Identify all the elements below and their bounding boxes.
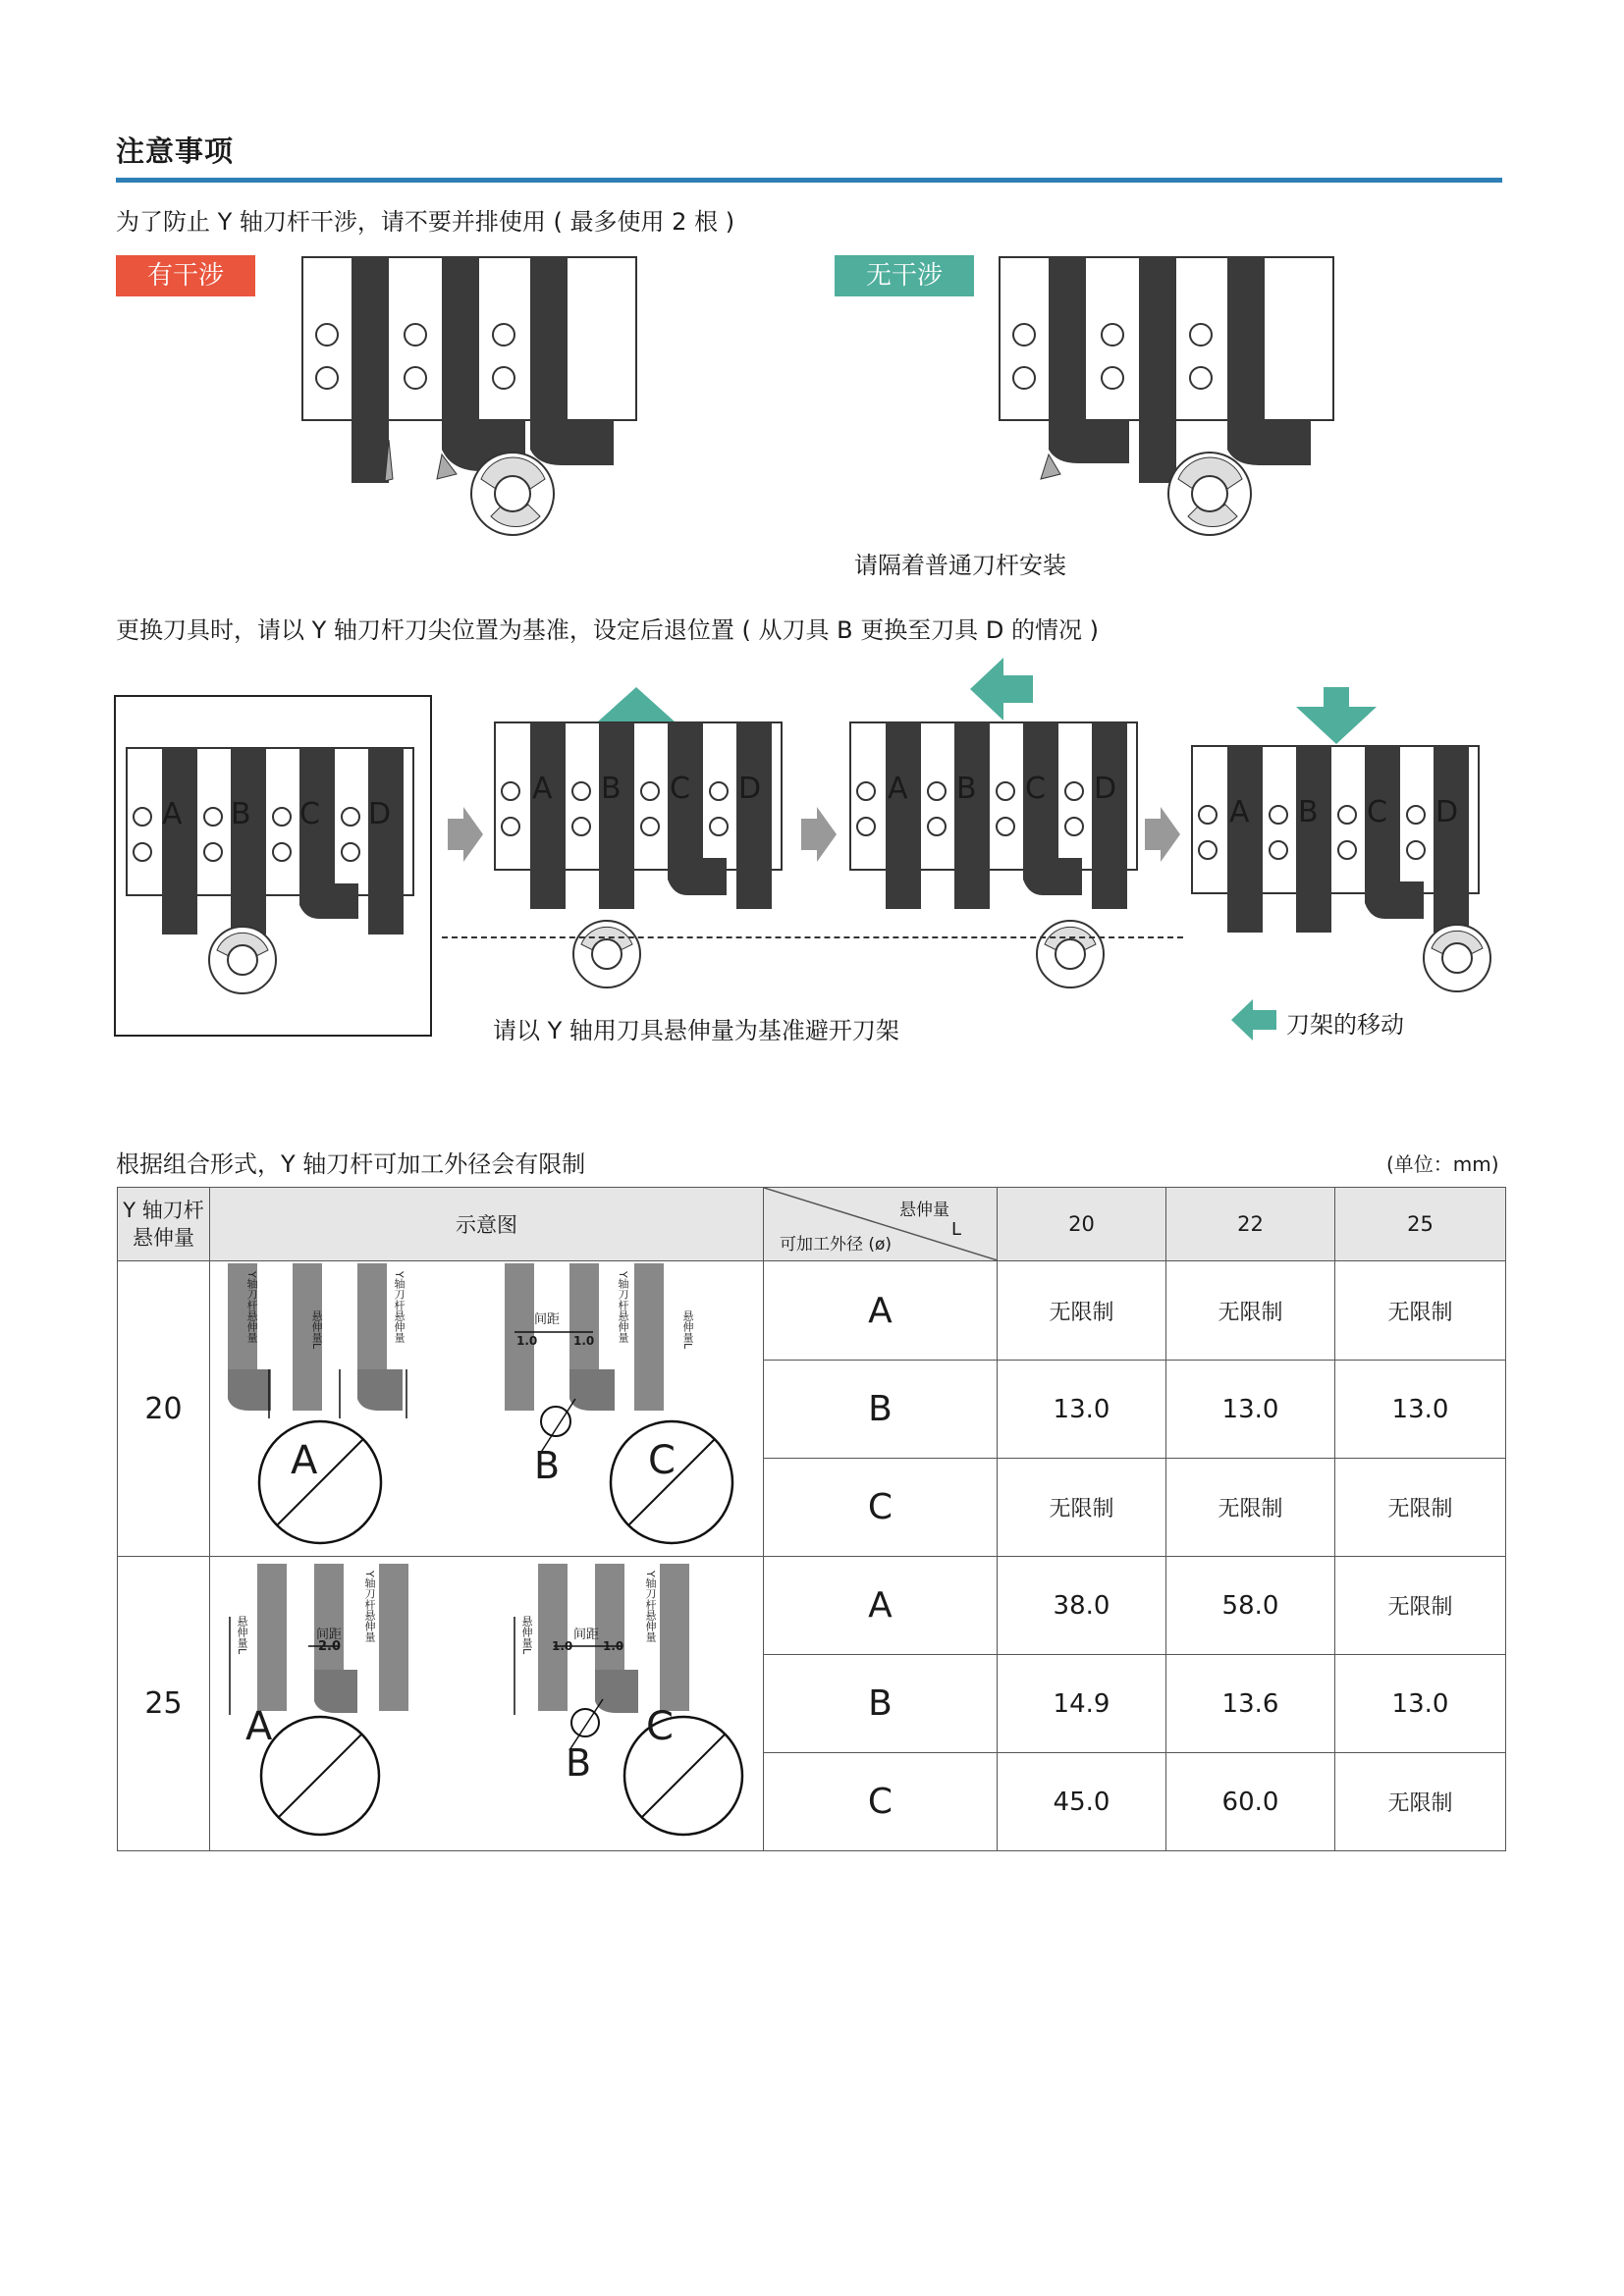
restriction-table [117, 1187, 1506, 1851]
arrow-right-icon [1141, 805, 1184, 864]
tool-change-state-3 [846, 656, 1161, 1001]
vertical-label: Y轴刀杆悬伸量 [393, 1271, 406, 1343]
table-cell: 无限制 [1166, 1261, 1335, 1361]
vertical-label: Y轴刀杆悬伸量 [363, 1571, 376, 1642]
gap-label: 间距 [534, 1312, 561, 1327]
table-cell: 无限制 [998, 1261, 1166, 1361]
circle-label-b: B [534, 1444, 561, 1487]
combination-diagram-25 [210, 1558, 762, 1850]
vertical-label: Y轴刀杆悬伸量 [617, 1271, 629, 1343]
diagram-cell [210, 1557, 764, 1851]
table-cell: 无限制 [1335, 1261, 1506, 1361]
row-label: B [764, 1361, 998, 1459]
header-diagram: 示意图 [210, 1188, 764, 1261]
tool-change-state-4 [1188, 687, 1502, 1001]
table-cell: 无限制 [998, 1459, 1166, 1557]
combination-diagram-20 [210, 1261, 762, 1556]
section1-text: 为了防止 Y 轴刀杆干涉，请不要并排使用 ( 最多使用 2 根 ) [116, 208, 735, 236]
vertical-label: Y轴刀杆悬伸量 [644, 1571, 657, 1642]
tool-letter-b: B [231, 797, 251, 831]
circle-label-a: A [291, 1438, 318, 1483]
table-cell: 14.9 [998, 1655, 1166, 1753]
vertical-label: 悬伸量L [236, 1616, 248, 1655]
title-rule [116, 178, 1502, 183]
table-cell: 无限制 [1166, 1459, 1335, 1557]
unit-label: (单位：mm) [1386, 1152, 1499, 1176]
tool-letter-b: B [601, 772, 622, 806]
tool-letter-c: C [1025, 772, 1046, 806]
table-cell: 13.0 [1166, 1361, 1335, 1459]
no-interference-diagram [992, 253, 1345, 538]
header-extension-line2: 悬伸量 [133, 1226, 194, 1250]
row-label: C [764, 1753, 998, 1851]
table-row [118, 1557, 1506, 1655]
table-cell: 无限制 [1335, 1557, 1506, 1655]
interference-tag: 有干涉 [116, 255, 255, 296]
tool-letter-c: C [670, 772, 690, 806]
dim-label: 2.0 [318, 1639, 342, 1654]
table-cell: 45.0 [998, 1753, 1166, 1851]
no-interference-tag: 无干涉 [835, 255, 974, 296]
vertical-label: 悬伸量L [310, 1310, 323, 1350]
tool-letter-a: A [162, 797, 183, 831]
header-overhang: 悬伸量 [899, 1201, 949, 1220]
no-interference-note: 请隔着普通刀杆安装 [854, 552, 1066, 579]
vertical-label: Y轴刀杆悬伸量 [245, 1271, 258, 1343]
diagram-cell [210, 1261, 764, 1557]
tool-letter-a: A [888, 772, 908, 806]
header-col-20: 20 [998, 1188, 1166, 1261]
dim-label: 1.0 [552, 1639, 573, 1653]
arrow-left-icon [1229, 997, 1278, 1042]
tool-letter-c: C [1367, 795, 1387, 829]
section3-text: 根据组合形式，Y 轴刀杆可加工外径会有限制 [116, 1150, 586, 1178]
arrow-right-icon [797, 805, 840, 864]
table-cell: 58.0 [1166, 1557, 1335, 1655]
arrow-right-icon [444, 805, 487, 864]
header-col-22: 22 [1166, 1188, 1335, 1261]
header-extension [118, 1188, 210, 1261]
circle-label-a: A [245, 1704, 273, 1749]
tool-change-state-2 [491, 687, 805, 1001]
header-extension-line1: Y 轴刀杆 [123, 1199, 204, 1222]
row-label: A [764, 1557, 998, 1655]
table-cell: 13.6 [1166, 1655, 1335, 1753]
table-cell: 13.0 [1335, 1361, 1506, 1459]
table-cell: 无限制 [1335, 1459, 1506, 1557]
table-header-row [118, 1188, 1506, 1261]
dim-label: 1.0 [573, 1334, 595, 1348]
circle-label-b: B [566, 1741, 592, 1785]
table-cell: 13.0 [1335, 1655, 1506, 1753]
tool-letter-a: A [532, 772, 553, 806]
header-l: L [950, 1219, 961, 1240]
tool-letter-d: D [368, 797, 392, 831]
section2-text: 更换刀具时，请以 Y 轴刀杆刀尖位置为基准，设定后退位置 ( 从刀具 B 更换至刀具 D 的情况 ) [116, 616, 1099, 644]
table-cell: 38.0 [998, 1557, 1166, 1655]
table-cell: 无限制 [1335, 1753, 1506, 1851]
tool-letter-a: A [1229, 795, 1250, 829]
row-label: B [764, 1655, 998, 1753]
gap-label: 间距 [316, 1628, 343, 1642]
circle-label-c: C [646, 1704, 674, 1749]
gap-label: 间距 [573, 1628, 600, 1642]
dim-label: 1.0 [516, 1334, 538, 1348]
turret-move-legend: 刀架的移动 [1286, 1011, 1404, 1039]
header-col-25: 25 [1335, 1188, 1506, 1261]
table-row [118, 1261, 1506, 1361]
dim-label: 1.0 [603, 1639, 624, 1653]
vertical-label: 悬伸量L [520, 1616, 533, 1655]
tool-letter-c: C [299, 797, 320, 831]
tool-change-state-1 [123, 736, 427, 1001]
table-cell: 60.0 [1166, 1753, 1335, 1851]
tool-letter-d: D [738, 772, 762, 806]
tool-letter-d: D [1435, 795, 1459, 829]
reference-line [442, 936, 1183, 938]
extension-value: 25 [118, 1557, 210, 1851]
row-label: A [764, 1261, 998, 1361]
tool-letter-d: D [1094, 772, 1117, 806]
interference-diagram [295, 253, 648, 538]
table-cell: 13.0 [998, 1361, 1166, 1459]
circle-label-c: C [648, 1438, 676, 1483]
header-machinable-dia: 可加工外径 (ø) [780, 1235, 893, 1255]
avoid-turret-caption: 请以 Y 轴用刀具悬伸量为基准避开刀架 [493, 1017, 899, 1044]
tool-letter-b: B [1298, 795, 1319, 829]
page-title: 注意事项 [116, 134, 235, 168]
extension-value: 20 [118, 1261, 210, 1557]
row-label: C [764, 1459, 998, 1557]
vertical-label: 悬伸量L [681, 1310, 694, 1350]
header-diagonal [764, 1188, 998, 1261]
tool-letter-b: B [956, 772, 977, 806]
